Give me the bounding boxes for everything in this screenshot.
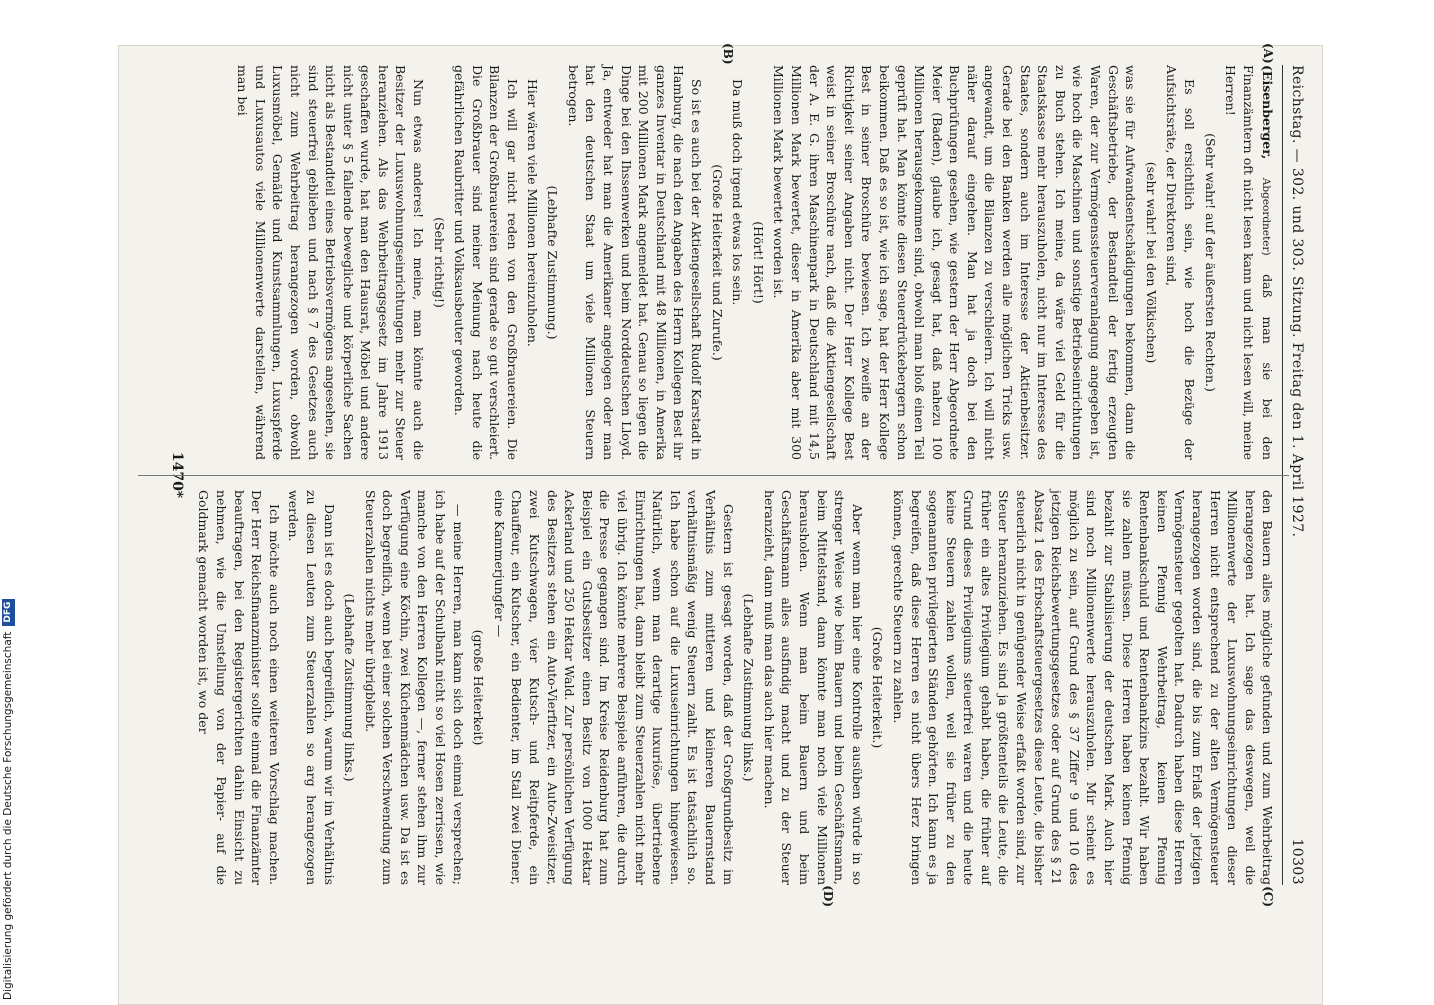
interjection: (Sehr wahr! auf der äußersten Rechten.) [1202,133,1218,392]
speaker-role: Abgeordneter) [1260,177,1273,256]
interjection: (sehr wahr! bei den Völkischen) [1143,161,1159,364]
margin-marker-d: (D) [821,885,836,907]
paragraph: Es soll ersichtlich sein, wie hoch die Bezüge der Aufsichtsräte, der Direktoren sind, [1164,65,1198,460]
paragraph-text: daß man sie bei den Finanzämtern oft nicht lesen kann und nicht lesen will, meine Herren! [1223,65,1276,460]
speaker-name: (Eisenberger, [1260,65,1276,160]
paragraph: Da muß doch irgend etwas los sein. [730,79,746,306]
paragraph: Aber wenn man hier eine Kontrolle ausüben würde in so strenger Weise wie beim Bauern und beim Geschäftsmann, beim Mittelstand, dann könnte man noch viele Millionen herausholen. Wenn man beim Bauern und beim Geschäftsmann alles ausfindig macht und zu der Steuer heranzieht, dann muß man das auch hier machen. [761,490,865,885]
paragraph [1222,65,1277,460]
interjection: (große Heiterkeit) [471,629,487,746]
interjection: (Hört! Hört!) [750,221,766,304]
header-column-number: 10303 [1289,838,1305,885]
interjection: (Lebhafte Zustimmung links.) [342,593,358,782]
interjection: (Lebhafte Zustimmung links.) [741,593,757,782]
paragraph: Gestern ist gesagt worden, daß der Großgrundbesitz im Verhältnis zum mittleren und kleineren Bauernstand verhältnismäßig wenig Steuern zahlt. Es ist tatsächlich so. Ich habe schon auf die Luxuseinrichtungen hingewiesen. Natürlich, wenn man derartige luxuriöse, übertriebene Einrichtungen hat, dann bleibt zum Steuerzahlen nicht mehr viel übrig. Ich könnte mehrere Beispiele anführen, die durch die Presse gegangen sind. Im Kreise Reidenburg hat zum Beispiel ein Gutsbesitzer einen Besitz von 1000 Hektar Ackerland und 250 Hektar Wald. Zur persönlichen Verfügung des Besitzers stehen ein Auto-Vierfitzer, ein Auto-Zweisitzer, zwei Kutschwagen, vier Kutsch- und Reitpferde, ein Chauffeur, ein Kutscher, ein Bedienter, im Stall zwei Diener, eine Kammerjungfer — [491,490,736,885]
page-number: 1470* [168,451,185,499]
interjection: (Sehr richtig!) [431,217,447,308]
interjection: (Lebhafte Zustimmung.) [545,185,561,340]
margin-marker-b: (B) [721,43,736,65]
interjection: (Große Heiterkeit.) [870,626,886,749]
credit-line [0,30,16,1000]
interjection: (Große Heiterkeit und Zurufe.) [709,164,725,361]
paragraph: den Bauern alles mögliche gefunden und zum Wehrbeitrag herangezogen hat. Ich sage das deswegen, weil die Millionenwerte der Luxuswohnungseinrichtungen dieser Herren nicht entsprechend zu der alten Vermögensteuer herangezogen worden sind, die bis zum Erlaß der jetzigen Vermögensteuer gegolten hat. Dadurch haben diese Herren keinen Pfennig Wehrbeitrag, keinen Pfennig Rentenbankschuld und Rentenbankzins bezahlt. Wir haben sie zahlen müssen. Diese Herren haben keinen Pfennig bezahlt zur Stabilisierung der deutschen Mark. Auch hier sind noch Millionenwerte herauszuholen. Mir scheint es möglich zu sein, auf Grund des § 37 Ziffer 9 und 10 des jetzigen Reichsbewertungsgesetzes oder auf Grund des § 21 Absatz 1 des Erbschaftsteuergesetzes diese Leute, die bisher steuerlich nicht in genügender Weise erfaßt worden sind, zur Steuer heranzuziehen. Es sind ja größtenteils die Leute, die früher ein altes Privilegium gehabt haben, die früher auf Grund dieses Privilegiums steuerfrei waren und die heute keine Steuern zahlen wollen, weil sie früher zu den sogenannten privilegierten Ständen gehörten. Ich kann es ja begreifen, daß diese Herren es nicht übers Herz bringen können, gerechte Steuern zu zahlen. [890,490,1276,885]
left-column [193,43,1277,460]
two-column-body [193,43,1277,907]
paragraph: So ist es auch bei der Aktiengesellschaft Rudolf Karstadt in Hamburg, die nach den Angaben des Herrn Kollegen Best ihr ganzes Inventar in Deutschland mit 48 Millionen, in Amerika mit 200 Millionen Mark angemeldet hat. Genau so liegen die Dinge bei den Ihssenwerken und beim Norddeutschen Lloyd. Ja, entweder hat man die Amerikaner angelogen oder man hat den deutschen Staat um viele Millionen Steuern betrogen. [565,65,704,460]
credit-text: Digitalisierung gefördert durch die Deutsche Forschungsgemeinschaft [2,631,14,1000]
margin-marker-a: (A) [1261,43,1276,64]
paragraph: was sie für Aufwandsentschädigungen bekommen, dann die Geschäftsbetriebe, der Bestandteil der fertig erzeugten Waren, der zur Vermögenssteuerveranlagung angegeben ist, wie hoch die Maschinen und sonstige Betriebseinrichtungen zu Buch stehen. Ich meine, da wäre viel Geld für die Staatskasse mehr herauszuholen, nicht nur im Interesse des Staates, sondern auch im Interesse der Aktienbesitzer. Gerade bei den Banken werden alle möglichen Tricks usw. angewandt, um die Bilanzen zu verschleiern. Ich will nicht näher darauf eingehen. Man hat ja doch bei den Buchprüfungen gesehen, wie gestern der Herr Abgeordnete Meier (Baden), glaube ich, gesagt hat, daß nahezu 100 Millionen herausgekommen sind, obwohl man bloß einen Teil geprüft hat. Man könnte diesen Steuerdrückebergern schon beikommen. Daß es so ist, wie ich sage, hat der Herr Kollege Best in seiner Broschüre bewiesen. Ich zweifle an der Richtigkeit seiner Angaben nicht. Der Herr Kollege Best weist in seiner Broschüre nach, daß die Aktiengesellschaft der A. E. G. ihren Maschinenpark in Deutschland mit 14,5 Millionen Mark bewertet, dieser in Amerika aber mit 300 Millionen Mark bewertet worden ist. [771,65,1139,460]
header-title: Reichstag. — 302. und 303. Sitzung. Freitag den 1. April 1927. [1289,65,1305,538]
paragraph: Ich will gar nicht reden von den Großbrauereien. Die Bilanzen der Großbrauereien sind gerade so gut verschleiert. Die Großbrauer sind meiner Meinung nach heute die gefährlichen Raubritter und Volksausbeuter geworden. [452,65,521,460]
dfg-logo: DFG [2,599,15,626]
paragraph: — meine Herren, man kann sich doch einmal versprechen; ich habe auf der Schulbank nicht so viel Hosen zerrissen, wie manche von den Herren Kollegen —, ferner stehen ihm zur Verfügung eine Köchin, zwei Küchenmädchen usw. Da ist es doch begreiflich, wenn bei einer solchen Verschwendung zum Steuerzahlen nichts mehr übrigbleibt. [362,490,466,885]
paragraph: Ich möchte auch noch einen weiteren Vorschlag machen. Der Herr Reichsfinanzminister sollte einmal die Finanzämter beauftragen, bei den Registergerichten dahin Einsicht zu nehmen, wie die Umstellung von der Papier- auf die Goldmark gemacht worden ist, wo der [196,490,282,885]
right-column [193,490,1277,907]
paragraph: Dann ist es doch auch begreiflich, warum wir im Verhältnis zu diesen Leuten zum Steuerzahlen so arg herangezogen werden. [286,490,337,885]
digitization-credit [0,0,16,1000]
paragraph: Hier wären viele Millionen hereinzuholen. [524,79,540,347]
margin-marker-c: (C) [1261,886,1276,907]
page-content [118,45,1323,905]
paragraph: Nun etwas anderes! Ich meine, man könnte auch die Besitzer der Luxuswohnungseinrichtungen mehr zur Steuer heranziehen. Als das Wehrbeitragsgesetz im Jahre 1913 geschaffen wurde, hat man den Hausrat, Möbel und andere nicht unter § 5 fallende bewegliche und körperliche Sachen nicht als Bestandteil eines Betriebsvermögens angesehen, sie sind steuerfrei geblieben und nach § 7 des Gesetzes auch nicht zum Wehrbeitrag herangezogen worden, obwohl Luxusmöbel, Gemälde und Kunstsammlungen, Luxuspferde und Luxusautos viele Millionenwerte darstellen, während man bei [235,65,427,460]
scanned-page [118,45,1323,1005]
column-divider [138,475,1289,476]
